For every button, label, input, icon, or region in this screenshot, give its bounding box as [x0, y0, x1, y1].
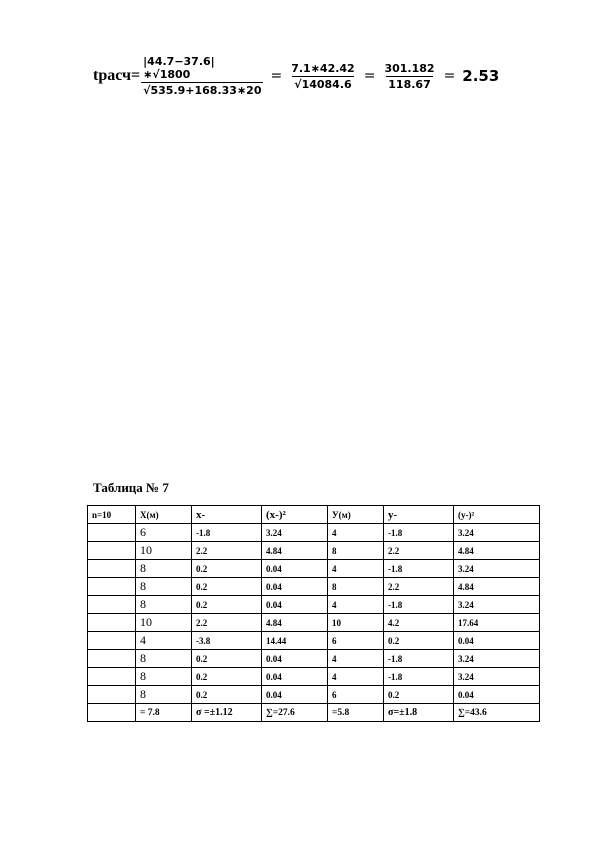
table-title: Таблица № 7	[93, 480, 169, 495]
table-cell	[88, 632, 136, 650]
table-cell: -1.8	[384, 668, 454, 686]
table-cell: 2.2	[384, 542, 454, 560]
table-cell: 8	[136, 578, 192, 596]
table-cell: 4	[328, 650, 384, 668]
table-cell: 4	[328, 596, 384, 614]
table-row	[88, 668, 540, 686]
table-summary-row	[88, 704, 540, 722]
table-cell: 8	[136, 686, 192, 704]
table-cell: 0.2	[192, 578, 262, 596]
data-table-body	[88, 506, 540, 722]
summary-cell: =5.8	[328, 704, 384, 722]
table-cell: 2.2	[192, 542, 262, 560]
table-cell: 4.2	[384, 614, 454, 632]
table-cell: 0.04	[262, 650, 328, 668]
table-cell	[88, 650, 136, 668]
table-cell: 0.2	[192, 596, 262, 614]
header-cell: (х-)²	[262, 506, 328, 524]
summary-cell: σ =±1.12	[192, 704, 262, 722]
table-row	[88, 524, 540, 542]
table-cell: 14.44	[262, 632, 328, 650]
table-row	[88, 686, 540, 704]
table-cell: 4	[328, 524, 384, 542]
table-cell: 8	[136, 596, 192, 614]
table-cell: 4.84	[262, 542, 328, 560]
header-cell: у-	[384, 506, 454, 524]
table-cell: 17.64	[454, 614, 540, 632]
table-cell: 8	[136, 650, 192, 668]
fraction-3-denominator: 118.67	[388, 77, 431, 91]
data-table	[87, 505, 540, 722]
table-cell: 0.2	[384, 686, 454, 704]
summary-cell: ∑=27.6	[262, 704, 328, 722]
table-cell	[88, 524, 136, 542]
table-cell: 3.24	[454, 650, 540, 668]
table-row	[88, 632, 540, 650]
table-cell	[88, 614, 136, 632]
table-cell: 4.84	[454, 578, 540, 596]
table-cell: -1.8	[384, 596, 454, 614]
table-cell: 10	[136, 614, 192, 632]
summary-cell: σ=±1.8	[384, 704, 454, 722]
table-cell: -1.8	[192, 524, 262, 542]
table-row	[88, 650, 540, 668]
table-cell: 0.2	[192, 686, 262, 704]
table-cell	[88, 668, 136, 686]
table-cell: 0.04	[262, 560, 328, 578]
table-cell: 0.04	[454, 686, 540, 704]
formula-fraction-1	[141, 55, 263, 97]
fraction-3-numerator: 301.182	[384, 61, 435, 75]
table-cell: 0.04	[262, 686, 328, 704]
header-cell: Х(м)	[136, 506, 192, 524]
table-cell: 4	[136, 632, 192, 650]
table-cell: -1.8	[384, 650, 454, 668]
summary-cell: ∑=43.6	[454, 704, 540, 722]
table-cell: 0.2	[384, 632, 454, 650]
table-cell: -3.8	[192, 632, 262, 650]
header-cell: n=10	[88, 506, 136, 524]
table-cell: 3.24	[454, 596, 540, 614]
formula-fraction-2	[289, 62, 357, 91]
table-cell: 0.04	[454, 632, 540, 650]
table-cell	[88, 578, 136, 596]
table-row	[88, 542, 540, 560]
table-cell: 3.24	[454, 524, 540, 542]
table-cell: 10	[136, 542, 192, 560]
table-cell: 0.2	[192, 650, 262, 668]
table-cell: 8	[136, 668, 192, 686]
table-cell: 10	[328, 614, 384, 632]
table-row	[88, 560, 540, 578]
formula-label: tрасч=	[93, 67, 141, 84]
table-cell: 3.24	[454, 560, 540, 578]
table-cell	[88, 596, 136, 614]
table-cell: -1.8	[384, 560, 454, 578]
equals-sign: =	[363, 68, 376, 84]
summary-cell	[88, 704, 136, 722]
table-cell: 6	[136, 524, 192, 542]
table-cell: 8	[136, 560, 192, 578]
header-cell: (у-)²	[454, 506, 540, 524]
table-cell: 8	[328, 542, 384, 560]
table-row	[88, 614, 540, 632]
table-cell: -1.8	[384, 524, 454, 542]
table-header-row	[88, 506, 540, 524]
table-cell: 8	[328, 578, 384, 596]
table-row	[88, 596, 540, 614]
header-cell: х-	[192, 506, 262, 524]
table-cell: 0.04	[262, 578, 328, 596]
table-cell: 4	[328, 668, 384, 686]
fraction-2-numerator: 7.1∗42.42	[291, 61, 355, 75]
header-cell: У(м)	[328, 506, 384, 524]
fraction-2-denominator: √14084.6	[294, 77, 352, 91]
table-cell: 2.2	[384, 578, 454, 596]
table-cell: 4.84	[454, 542, 540, 560]
summary-cell: = 7.8	[136, 704, 192, 722]
fraction-1-denominator: √535.9+168.33∗20	[143, 84, 262, 97]
equals-sign: =	[443, 68, 456, 84]
equals-sign: =	[270, 68, 283, 84]
table-cell: 0.2	[192, 560, 262, 578]
formula-fraction-3	[382, 62, 436, 91]
table-cell: 6	[328, 686, 384, 704]
formula-result: 2.53	[462, 67, 500, 85]
table-cell: 3.24	[262, 524, 328, 542]
table-cell: 3.24	[454, 668, 540, 686]
table-cell: 2.2	[192, 614, 262, 632]
table-cell: 0.04	[262, 668, 328, 686]
table-cell: 6	[328, 632, 384, 650]
table-cell: 4.84	[262, 614, 328, 632]
fraction-1-numerator: |44.7−37.6|∗√1800	[143, 55, 215, 81]
table-row	[88, 578, 540, 596]
table-cell	[88, 560, 136, 578]
table-cell: 0.04	[262, 596, 328, 614]
table-cell	[88, 542, 136, 560]
table-cell: 4	[328, 560, 384, 578]
table-cell	[88, 686, 136, 704]
table-cell: 0.2	[192, 668, 262, 686]
t-calculation-formula	[93, 55, 500, 97]
